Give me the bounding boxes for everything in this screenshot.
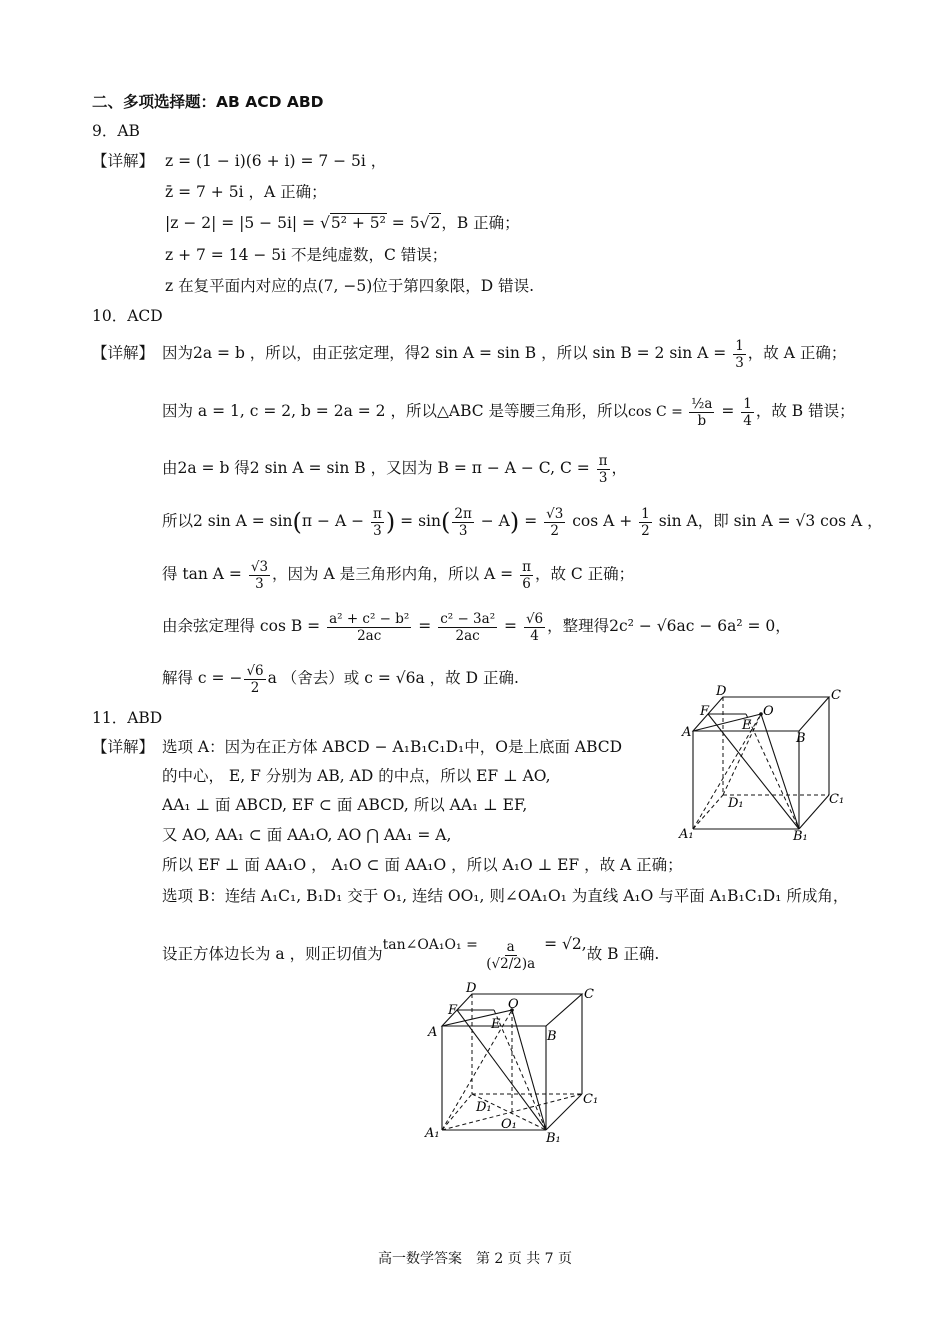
fig1-label-D1: D₁ bbox=[728, 796, 744, 811]
fig2-label-D: D bbox=[466, 981, 477, 996]
q10-l4-frac3 bbox=[544, 506, 565, 539]
fig1-label-E: E bbox=[742, 718, 752, 733]
q10-l2-num2: 1 bbox=[743, 395, 752, 412]
fig2-label-C1: C₁ bbox=[583, 1092, 599, 1107]
q10-l7-den: 2 bbox=[250, 679, 260, 696]
q10-l6-frac2 bbox=[438, 611, 497, 644]
q10-l2-den: b bbox=[697, 412, 707, 429]
q11-l7-a: 设正方体边长为 a ，则正切值为 bbox=[162, 945, 383, 963]
q10-l4-den3: 2 bbox=[550, 522, 559, 539]
q10-l5-b: ，因为 A 是三角形内角，所以 A = bbox=[272, 565, 519, 583]
q9-line1: z = (1 − i)(6 + i) = 7 − 5i ， bbox=[165, 152, 387, 170]
q10-l5-den2: 6 bbox=[522, 575, 531, 592]
q10-l7-b: a （舍去）或 c = √6a ，故 D 正确. bbox=[267, 669, 519, 687]
q9-line3-e: ，B 正确； bbox=[441, 214, 520, 232]
q10-l2-cos: cos C = bbox=[628, 404, 688, 420]
q10-l1-num: 1 bbox=[735, 337, 744, 354]
q10-l3-num: π bbox=[598, 452, 608, 469]
fig1-label-C: C bbox=[831, 688, 841, 703]
page-footer: 高一数学答案 第 2 页 共 7 页 bbox=[377, 1251, 573, 1267]
q10-l1-den: 3 bbox=[735, 354, 744, 371]
q10-l4-c: = sin bbox=[395, 512, 441, 530]
q10-line2 bbox=[162, 393, 855, 430]
fig2-label-E: E bbox=[491, 1017, 501, 1032]
q10-line3 bbox=[162, 451, 627, 486]
fig1-label-C1: C₁ bbox=[829, 792, 845, 807]
q10-l7-a: 解得 c = − bbox=[162, 669, 243, 687]
q10-l4-den4: 2 bbox=[641, 522, 650, 539]
q10-l4-a: 所以2 sin A = sin bbox=[162, 512, 293, 530]
q10-l6-den: 2ac bbox=[357, 627, 382, 644]
q10-l2-den2: 4 bbox=[743, 412, 752, 429]
q10-l4-num3: √3 bbox=[546, 505, 564, 522]
q10-l3-b: ， bbox=[611, 459, 628, 477]
q10-l6-num3: √6 bbox=[525, 610, 544, 627]
q10-line7 bbox=[162, 660, 519, 696]
q10-l4-f: cos A + bbox=[567, 512, 638, 530]
q11-line1: 选项 A：因为在正方体 ABCD − A₁B₁C₁D₁中，O是上底面 ABCD bbox=[162, 738, 623, 756]
q10-l5-a: 得 tan A = bbox=[162, 565, 247, 583]
q10-l3-den: 3 bbox=[598, 469, 608, 486]
q10-title: 10．ACD bbox=[92, 307, 163, 325]
fig2-label-O: O bbox=[508, 997, 519, 1012]
q9-detail-label: 【详解】 bbox=[92, 152, 155, 170]
fig2-label-B1: B₁ bbox=[546, 1131, 561, 1146]
q10-l6-den2: 2ac bbox=[455, 627, 480, 644]
q9-line3-a: |z − 2| = |5 − 5i| = bbox=[165, 214, 320, 232]
q11-line7 bbox=[162, 918, 659, 980]
q10-l4-d: − A bbox=[475, 512, 510, 530]
q10-line6 bbox=[162, 608, 791, 644]
q10-l4-num4: 1 bbox=[641, 505, 650, 522]
q10-l6-den3: 4 bbox=[530, 627, 539, 644]
q10-l1-a: 因为2a = b ，所以，由正弦定理，得2 sin A = sin B ，所以 sin B = 2 sin A = bbox=[162, 344, 732, 362]
q10-l4-frac bbox=[371, 506, 384, 539]
q11-line3: AA₁ ⊥ 面 ABCD, EF ⊂ 面 ABCD, 所以 AA₁ ⊥ EF, bbox=[162, 796, 528, 814]
fig1-label-B1: B₁ bbox=[793, 829, 808, 844]
q10-l6-frac bbox=[327, 611, 411, 644]
cube-figure-1 bbox=[676, 684, 848, 844]
q11-l7-frac bbox=[484, 939, 537, 972]
fig1-label-A: A bbox=[682, 725, 692, 740]
fig2-label-C: C bbox=[584, 987, 594, 1002]
q11-title: 11．ABD bbox=[92, 709, 163, 727]
q10-line1 bbox=[162, 336, 846, 371]
q11-l7-b: 故 B 正确. bbox=[586, 945, 660, 963]
q10-l5-c: ，故 C 正确； bbox=[534, 565, 635, 583]
q9-line3-c: = 5 bbox=[386, 214, 420, 232]
q9-line2: z̄ = 7 + 5i ，A 正确； bbox=[165, 183, 327, 201]
q10-l1-b: ，故 A 正确； bbox=[747, 344, 847, 362]
q10-l4-b: π − A − bbox=[301, 512, 369, 530]
q10-l7-num: √6 bbox=[246, 662, 264, 679]
fig1-label-F: F bbox=[700, 704, 710, 719]
fig1-label-O: O bbox=[763, 704, 774, 719]
q10-l2-a: 因为 a = 1, c = 2, b = 2a = 2 ，所以△ABC 是等腰三角形，所以 bbox=[162, 402, 629, 420]
q9-title: 9．AB bbox=[92, 122, 140, 140]
q10-l4-frac4 bbox=[639, 506, 652, 539]
q11-line6: 选项 B：连结 A₁C₁, B₁D₁ 交于 O₁, 连结 OO₁, 则∠OA₁O₁ 为直线 A₁O 与平面 A₁B₁C₁D₁ 所成角， bbox=[162, 887, 849, 905]
q10-l5-frac2 bbox=[520, 559, 533, 592]
q10-l1-frac bbox=[733, 338, 746, 371]
q10-l2-frac2 bbox=[741, 396, 754, 429]
q10-l4-num2: 2π bbox=[454, 505, 472, 522]
q10-l6-num2: c² − 3a² bbox=[440, 610, 496, 627]
q10-l4-den2: 3 bbox=[458, 522, 468, 539]
q11-l7-tan: tan∠OA₁O₁ = bbox=[382, 937, 483, 953]
q10-l2-mid: = bbox=[716, 402, 740, 420]
q10-l4-e: = bbox=[519, 512, 543, 530]
q10-l6-frac3 bbox=[524, 611, 545, 644]
fig2-label-B: B bbox=[547, 1029, 557, 1044]
q11-line4: 又 AO, AA₁ ⊂ 面 AA₁O, AO ⋂ AA₁ = A, bbox=[162, 826, 452, 844]
q10-detail-label: 【详解】 bbox=[92, 344, 155, 362]
fig1-label-A1: A₁ bbox=[679, 827, 694, 842]
q10-l7-frac bbox=[244, 663, 265, 696]
q10-l3-a: 由2a = b 得2 sin A = sin B ，又因为 B = π − A − C, C = bbox=[162, 459, 595, 477]
q11-line2: 的中心， E, F 分别为 AB, AD 的中点，所以 EF ⊥ AO, bbox=[162, 767, 551, 785]
q10-l6-num: a² + c² − b² bbox=[329, 610, 410, 627]
q11-l7-den: (√2/2)a bbox=[486, 955, 536, 972]
q9-line3-rad2: 2 bbox=[430, 214, 441, 232]
q10-l4-num: π bbox=[373, 505, 382, 522]
q10-l6-mid2: = bbox=[499, 617, 522, 635]
q10-l3-frac bbox=[597, 453, 610, 486]
q11-detail-label: 【详解】 bbox=[92, 738, 155, 756]
q10-l2-frac bbox=[689, 396, 714, 429]
fig2-label-A: A bbox=[428, 1025, 438, 1040]
fig2-label-O1: O₁ bbox=[501, 1117, 517, 1132]
q10-l5-den: 3 bbox=[255, 575, 264, 592]
q10-l5-frac bbox=[249, 559, 270, 592]
cube-figure-2 bbox=[422, 980, 604, 1150]
fig1-label-B: B bbox=[796, 731, 806, 746]
q10-l6-mid: = bbox=[413, 617, 437, 635]
q10-l4-g: sin A，即 sin A = √3 cos A ， bbox=[653, 512, 883, 530]
q10-l2-b: ，故 B 错误； bbox=[755, 402, 855, 420]
q10-l6-a: 由余弦定理得 cos B = bbox=[162, 617, 326, 635]
fig2-label-A1: A₁ bbox=[425, 1126, 440, 1141]
q10-l4-frac2 bbox=[452, 506, 473, 539]
section-heading: 二、多项选择题：AB ACD ABD bbox=[92, 93, 324, 111]
q9-line5: z 在复平面内对应的点(7, −5)位于第四象限，D 错误. bbox=[165, 277, 535, 295]
q10-line4: 所以2 sin A = sin(π − A − $\frac{\pi}{3}$ ) = sin( $\frac{2\pi}{3}$ − A) = $\frac{√3}{2}$ cos A + $\frac{1}{2}$ sin A，即 sin A = √3 cos A ， bbox=[162, 505, 883, 539]
q10-l4-den: 3 bbox=[373, 522, 382, 539]
fig2-label-F: F bbox=[448, 1003, 458, 1018]
q10-l5-num: √3 bbox=[250, 558, 269, 575]
q9-line4: z + 7 = 14 − 5i 不是纯虚数，C 错误； bbox=[165, 246, 448, 264]
q11-line5: 所以 EF ⊥ 面 AA₁O ， A₁O ⊂ 面 AA₁O ，所以 A₁O ⊥ EF ，故 A 正确； bbox=[162, 856, 683, 874]
q10-line5 bbox=[162, 556, 634, 592]
fig1-label-D: D bbox=[716, 684, 727, 699]
q9-line3: |z − 2| = |5 − 5i| = √5² + 5² = 5√2，B 正确； bbox=[165, 214, 520, 232]
fig2-label-D1: D₁ bbox=[476, 1100, 492, 1115]
q11-l7-num: a bbox=[506, 938, 515, 955]
q10-l5-num2: π bbox=[522, 558, 531, 575]
q9-line3-rad: 5² + 5² bbox=[330, 214, 386, 232]
q10-l2-num: ½a bbox=[691, 395, 713, 412]
q10-l6-b: ，整理得2c² − √6ac − 6a² = 0， bbox=[547, 617, 791, 635]
q11-l7-res: = √2, bbox=[539, 935, 587, 953]
